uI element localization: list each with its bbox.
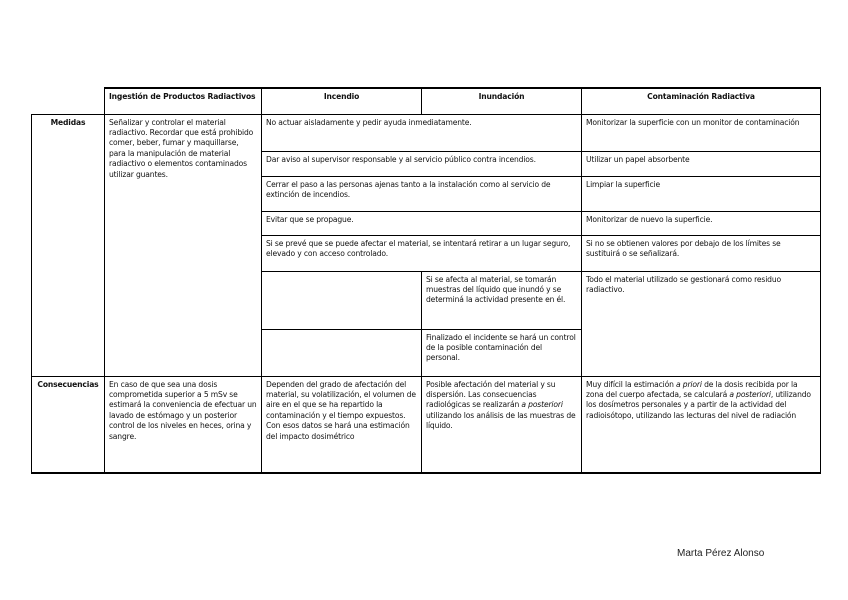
medidas-shared-3: Cerrar el paso a las personas ajenas tanto a la instalación como al servicio de extinción de incendios.	[262, 176, 582, 211]
medidas-inundacion-2: Finalizado el incidente se hará un control de la posible contaminación del personal.	[422, 329, 582, 376]
consecuencias-inundacion-italic: a posteriori	[521, 400, 563, 410]
consecuencias-inundacion	[422, 376, 582, 473]
medidas-shared-5: Si se prevé que se puede afectar el material, se intentará retirar a un lugar seguro, elevado y con acceso controlado.	[262, 235, 582, 271]
medidas-contam-1: Monitorizar la superficie con un monitor de contaminación	[582, 114, 821, 151]
medidas-contam-3: Limpiar la superficie	[582, 176, 821, 211]
consecuencias-contam-text-a: Muy difícil la estimación	[586, 379, 676, 389]
header-ingestion: Ingestión de Productos Radiactivos	[105, 88, 262, 114]
medidas-incendio-empty-1	[262, 271, 422, 329]
medidas-row-1	[32, 114, 821, 151]
consecuencias-contam-text-c: , utilizando los dosímetros personales y a partir de la actividad del radioisótopo, utilizando las lecturas del nivel de radiación	[586, 389, 811, 420]
row-label-medidas: Medidas	[32, 114, 105, 376]
medidas-shared-2: Dar aviso al supervisor responsable y al servicio público contra incendios.	[262, 151, 582, 176]
consecuencias-row	[32, 376, 821, 473]
header-inundacion: Inundación	[422, 88, 582, 114]
header-incendio: Incendio	[262, 88, 422, 114]
radiation-incident-table	[31, 87, 821, 474]
consecuencias-contaminacion	[582, 376, 821, 473]
consecuencias-contam-italic-1: a priori	[676, 379, 702, 389]
medidas-shared-4: Evitar que se propague.	[262, 211, 582, 235]
author-name: Marta Pérez Alonso	[677, 548, 765, 559]
medidas-contam-4: Monitorizar de nuevo la superficie.	[582, 211, 821, 235]
medidas-ingestion-cell: Señalizar y controlar el material radiactivo. Recordar que está prohibido comer, beber, fumar y maquillarse, para la manipulación de material radiactivo o elementos contaminados utilizar guantes.	[105, 114, 262, 376]
consecuencias-inundacion-text-b: utilizando los análisis de las muestras de líquido.	[426, 410, 576, 431]
header-contaminacion: Contaminación Radiactiva	[582, 88, 821, 114]
consecuencias-inundacion-text-a: Posible afectación del material y su dispersión. Las consecuencias radiológicas se realizarán	[426, 379, 556, 410]
medidas-contam-2: Utilizar un papel absorbente	[582, 151, 821, 176]
medidas-contam-6: Todo el material utilizado se gestionará como residuo radiactivo.	[582, 271, 821, 376]
consecuencias-contam-text-b: de la dosis recibida por la zona del cuerpo afectada, se calculará	[586, 379, 798, 399]
medidas-incendio-empty-2	[262, 329, 422, 376]
consecuencias-contam-italic-2: a posteriori	[729, 389, 771, 399]
corner-cell	[32, 88, 105, 114]
header-row	[32, 88, 821, 114]
medidas-shared-1: No actuar aisladamente y pedir ayuda inmediatamente.	[262, 114, 582, 151]
consecuencias-ingestion: En caso de que sea una dosis comprometida superior a 5 mSv se estimará la conveniencia de efectuar un lavado de estómago y un posterior control de los niveles en heces, orina y sangre.	[105, 376, 262, 473]
medidas-contam-5: Si no se obtienen valores por debajo de los límites se sustituirá o se señalizará.	[582, 235, 821, 271]
medidas-inundacion-1: Si se afecta al material, se tomarán muestras del líquido que inundó y se determiná la actividad presente en él.	[422, 271, 582, 329]
row-label-consecuencias: Consecuencias	[32, 376, 105, 473]
consecuencias-incendio: Dependen del grado de afectación del material, su volatilización, el volumen de aire en el que se ha repartido la contaminación y el tiempo expuestos. Con esos datos se hará una estimación del impacto dosimétrico	[262, 376, 422, 473]
